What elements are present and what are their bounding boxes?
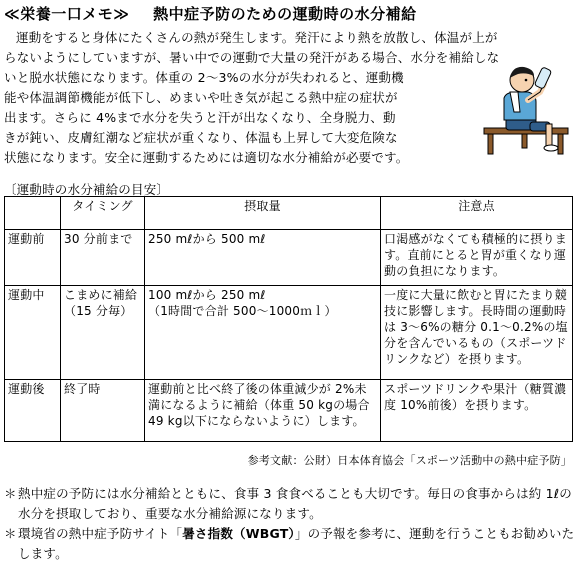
- row-timing: 終了時: [61, 380, 145, 442]
- row-note: 一度に大量に飲むと胃にたまり競技に影響します。長時間の運動時は 3～6%の糖分 0.1～0.2%の塩分を含んでいるもの（スポーツドリンクなど）を摂ります。: [381, 286, 573, 380]
- table-header-row: [5, 197, 573, 230]
- header-notes: 注意点: [381, 197, 573, 230]
- footnotes: [4, 484, 576, 564]
- footnote-item: [4, 484, 576, 524]
- row-timing-cell: [61, 286, 145, 380]
- page-heading: [4, 3, 576, 25]
- row-note: 口渇感がなくても積極的に摂ります。直前にとると胃が重くなり運動の負担になります。: [381, 230, 573, 286]
- row-amount-sub: （1時間で合計 500～1000ｍｌ）: [148, 304, 337, 318]
- row-amount: 100 mℓから 250 mℓ: [148, 288, 266, 302]
- table-row: [5, 380, 573, 442]
- row-amount: 250 mℓから 500 mℓ: [145, 230, 381, 286]
- page-title: 熱中症予防のための運動時の水分補給: [153, 5, 417, 23]
- intro-line: いと脱水状態になります。体重の 2～3%の水分が失われると、運動機: [4, 70, 404, 85]
- footnote-item: [4, 524, 576, 564]
- wbgt-emphasis: 暑さ指数（WBGT）: [182, 526, 295, 541]
- table-row: [5, 230, 573, 286]
- footnote-text-pre: 環境省の熱中症予防サイト「: [18, 526, 183, 541]
- row-label: 運動後: [5, 380, 61, 442]
- intro-line: きが鈍い、皮膚紅潮など症状が重くなり、体温も上昇して大変危険な: [4, 130, 398, 145]
- footnote-text-post: 」の予報を参考に、運動を行うこともお勧めいたします。: [18, 526, 575, 561]
- footnote-text: 熱中症の予防には水分補給とともに、食事 3 食食べることも大切です。毎日の食事からは約 1ℓの水分を摂取しており、重要な水分補給源になります。: [18, 486, 572, 521]
- row-timing: 30 分前まで: [61, 230, 145, 286]
- header-blank: [5, 197, 61, 230]
- hydration-table: [4, 196, 573, 442]
- row-note: スポーツドリンクや果汁（糖質濃度 10%前後）を摂ります。: [381, 380, 573, 442]
- row-amount-cell: [145, 286, 381, 380]
- header-amount: 摂取量: [145, 197, 381, 230]
- drinking-person-icon: [476, 62, 574, 158]
- row-amount: 運動前と比べ終了後の体重減少が 2%未満になるように補給（体重 50 kgの場合 49 kg以下にならないように）します。: [145, 380, 381, 442]
- table-caption: 〔運動時の水分補給の目安〕: [4, 182, 170, 197]
- intro-line: 状態になります。安全に運動するためには適切な水分補給が必要です。: [4, 150, 409, 165]
- intro-line: 出ます。さらに 4%まで水分を失うと汗が出なくなり、全身脱力、動: [4, 110, 396, 125]
- asterisk-icon: ＊: [4, 486, 17, 501]
- intro-line: 運動をすると身体にたくさんの熱が発生します。発汗により熱を放散し、体温が上が: [16, 30, 498, 45]
- intro-line: 能や体温調節機能が低下し、めまいや吐き気が起こる熱中症の症状が: [4, 90, 398, 105]
- row-label: 運動中: [5, 286, 61, 380]
- reference-citation: 参考文献：公財）日本体育協会「スポーツ活動中の熱中症予防」: [247, 454, 572, 467]
- section-tag: ≪栄養一口メモ≫: [4, 5, 130, 23]
- asterisk-icon: ＊: [4, 526, 17, 541]
- intro-line: らないようにしていますが、暑い中での運動で大量の発汗がある場合、水分を補給しな: [4, 50, 500, 65]
- row-timing: こまめに補給: [64, 288, 138, 302]
- row-label: 運動前: [5, 230, 61, 286]
- header-timing: タイミング: [61, 197, 145, 230]
- row-timing-sub: （15 分毎）: [64, 304, 133, 318]
- table-row: [5, 286, 573, 380]
